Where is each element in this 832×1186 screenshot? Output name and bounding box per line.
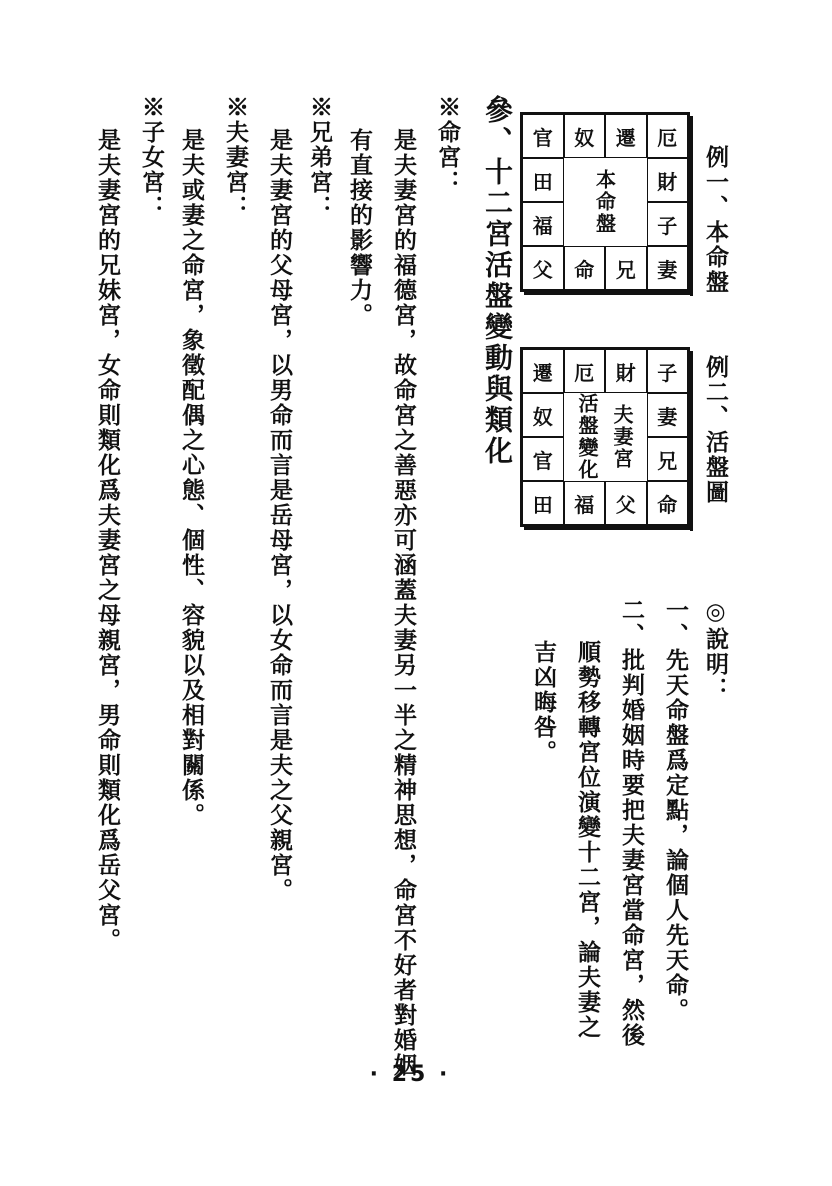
chart2-cell: 子: [647, 349, 689, 393]
chart2-shadow: [690, 351, 693, 531]
chart1-cell: 命: [564, 246, 606, 290]
chart2-cell: 官: [522, 437, 564, 481]
chart1-center-label: 本命盤: [592, 169, 617, 235]
body-text: 有直接的影響力。: [346, 128, 373, 328]
notes-line: 二、批判婚姻時要把夫妻宮當命宮，然後: [618, 598, 645, 1048]
chart2-cell: 父: [605, 481, 647, 525]
body-subheading: ※兄弟宮：: [306, 95, 333, 220]
body-subheading: ※子女宮：: [138, 95, 165, 220]
body-text: 是夫妻宮的福德宮，故命宮之善惡亦可涵蓋夫妻另一半之精神思想，命宮不好者對婚姻: [390, 128, 417, 1078]
chart2-center-label: 夫妻宮: [610, 404, 634, 470]
notes-line: 一、先天命盤爲定點，論個人先天命。: [662, 598, 689, 1023]
notes-line: 順勢移轉宮位演變十二宮，論夫妻之: [574, 640, 601, 1040]
body-subheading: ※夫妻宮：: [222, 95, 249, 220]
chart1-cell: 妻: [647, 246, 689, 290]
chart2-cell: 遷: [522, 349, 564, 393]
body-text: 是夫妻宮的父母宮，以男命而言是岳母宮，以女命而言是夫之父親宮。: [266, 128, 293, 903]
chart1-cell: 官: [522, 114, 564, 158]
body-text: 是夫或妻之命宮，象徵配偶之心態、個性、容貌以及相對關係。: [178, 128, 205, 828]
example1-chart: [520, 112, 690, 292]
section-heading: 參、十二宮活盤變動與類化: [481, 95, 514, 467]
example2-chart: [520, 347, 690, 527]
chart2-cell: 厄: [564, 349, 606, 393]
chart1-cell: 田: [522, 158, 564, 202]
chart1-cell: 奴: [564, 114, 606, 158]
notes-title: ◎說明：: [702, 598, 729, 702]
body-subheading: ※命宮：: [434, 95, 461, 195]
chart2-cell: 財: [605, 349, 647, 393]
chart1-shadow: [524, 292, 693, 295]
chart2-center: [564, 393, 647, 481]
chart1-cell: 厄: [647, 114, 689, 158]
chart2-cell: 兄: [647, 437, 689, 481]
example2-caption: 例二、活盤圖: [702, 355, 729, 505]
chart2-shadow: [524, 527, 693, 530]
chart2-center-label: 活盤變化: [575, 393, 599, 481]
chart2-cell: 妻: [647, 393, 689, 437]
chart1-cell: 子: [647, 202, 689, 246]
chart1-shadow: [690, 116, 693, 296]
chart1-cell: 財: [647, 158, 689, 202]
chart1-cell: 父: [522, 246, 564, 290]
notes-line: 吉凶晦咎。: [530, 640, 557, 765]
chart2-cell: 田: [522, 481, 564, 525]
chart1-cell: 兄: [605, 246, 647, 290]
chart2-cell: 福: [564, 481, 606, 525]
chart2-cell: 命: [647, 481, 689, 525]
example1-caption: 例一、本命盤: [702, 145, 729, 295]
chart2-cell: 奴: [522, 393, 564, 437]
body-text: 是夫妻宮的兄妹宮，女命則類化爲夫妻宮之母親宮，男命則類化爲岳父宮。: [94, 128, 121, 953]
page-number: · 25 ·: [369, 1062, 451, 1087]
chart1-center: [564, 158, 647, 246]
chart1-cell: 福: [522, 202, 564, 246]
chart1-cell: 遷: [605, 114, 647, 158]
